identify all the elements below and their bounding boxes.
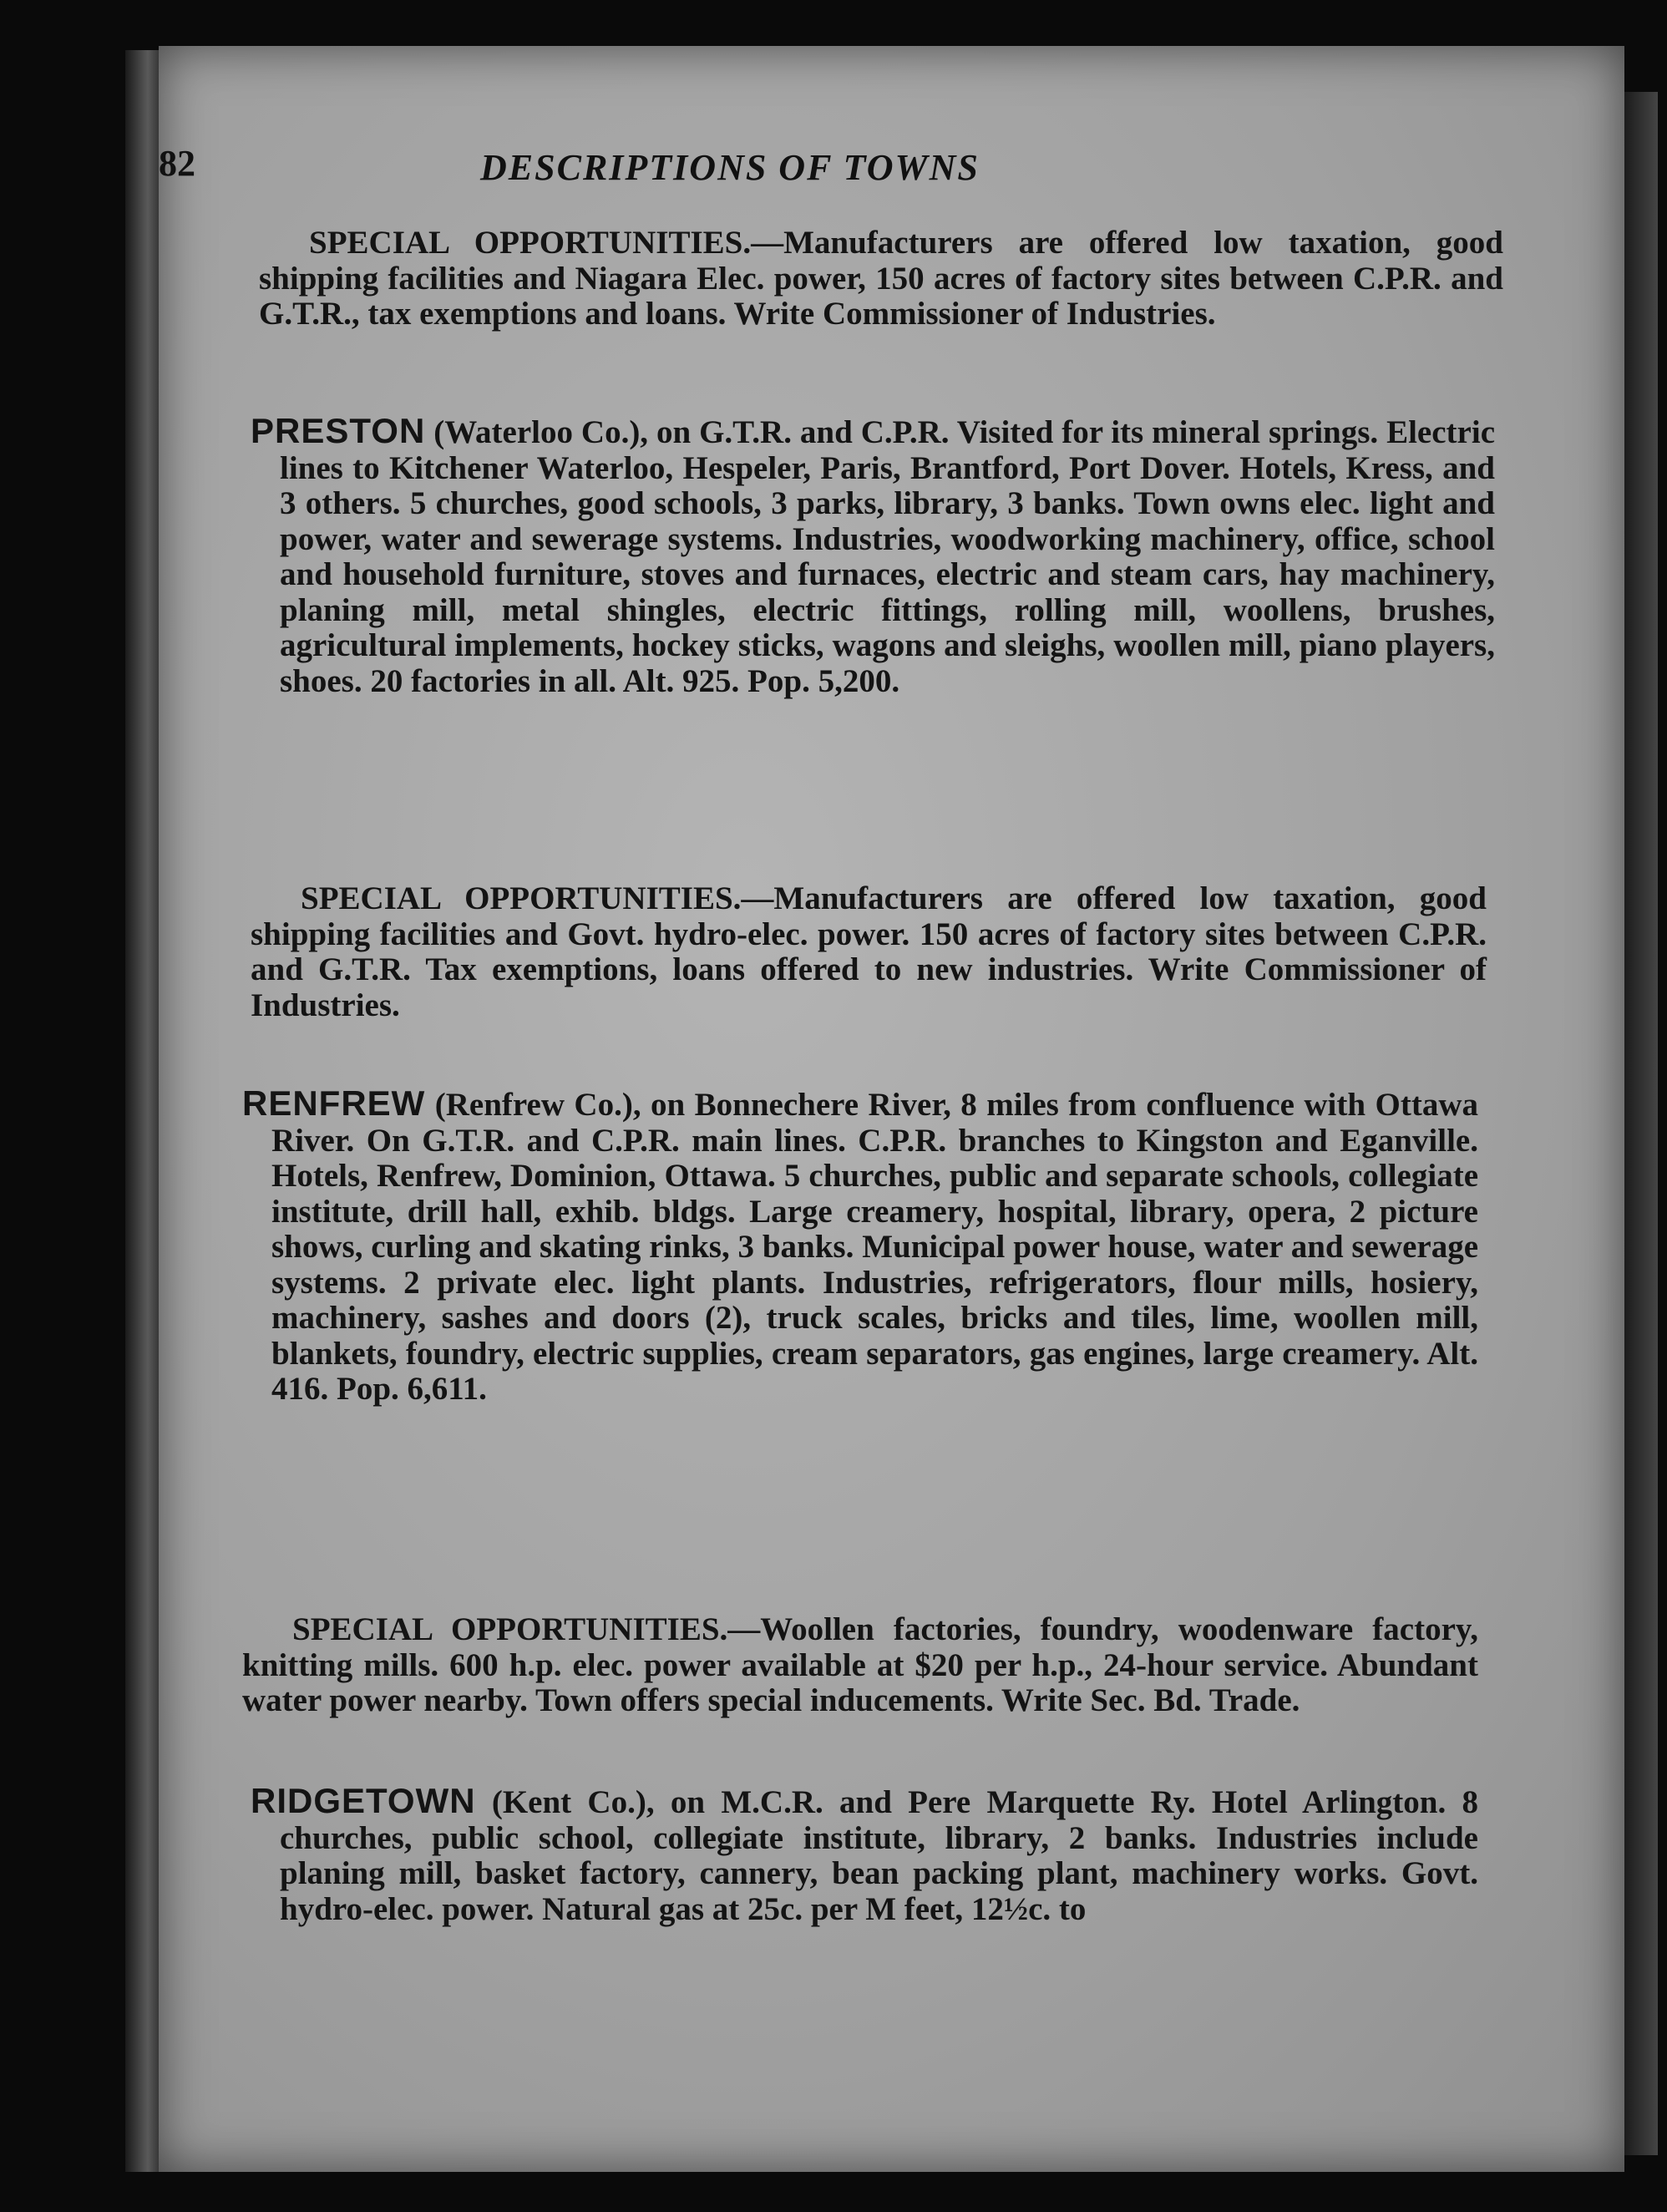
town-description: (Kent Co.), on M.C.R. and Pere Marquette Ry. Hotel Arlington. 8 churches, public school, collegiate institute, library, 2 banks. Industries include planing mill, basket factory, cannery, bean packing plant, machinery works. Govt. hydro-elec. power. Natural gas at 25c. per M feet, 12½c. to: [280, 1784, 1478, 1927]
book-spine: [125, 50, 163, 2172]
running-head: DESCRIPTIONS OF TOWNS: [480, 147, 980, 188]
page-number: 82: [159, 143, 195, 184]
section-label: SPECIAL OPPORTUNITIES.: [292, 1611, 728, 1647]
town-description: (Waterloo Co.), on G.T.R. and C.P.R. Visited for its mineral springs. Electric lines to Kitchener Waterloo, Hespeler, Paris, Brantford, Port Dover. Hotels, Kress, and 3 others. 5 churches, good schools, 3 parks, library, 3 banks. Town owns elec. light and power, water and sewerage systems. Industries, woodworking machinery, office, school and household furniture, stoves and furnaces, electric and steam cars, hay machinery, planing mill, metal shingles, electric fittings, rolling mill, woollens, brushes, agricultural implements, hockey sticks, wagons and sleighs, woollen mill, piano players, shoes. 20 factories in all. Alt. 925. Pop. 5,200.: [280, 414, 1495, 699]
section-label: SPECIAL OPPORTUNITIES.: [301, 880, 742, 916]
town-name: PRESTON: [251, 411, 426, 450]
section-label: SPECIAL OPPORTUNITIES.: [309, 225, 752, 261]
paragraph-text: —Manufacturers are offered low taxation, good shipping facilities and Govt. hydro-elec. power. 150 acres of factory sites between C.P.R. and G.T.R. Tax exemptions, loans offered to new industries. Write Commissioner of Industries.: [251, 880, 1487, 1023]
special-opportunities-paragraph: [259, 226, 1503, 332]
town-name: RENFREW: [242, 1083, 426, 1123]
town-entry-ridgetown: [251, 1783, 1478, 1927]
town-name: RIDGETOWN: [251, 1781, 476, 1820]
town-entry-renfrew: [242, 1083, 1478, 1408]
special-opportunities-paragraph: [242, 1612, 1478, 1719]
paragraph-text: —Woollen factories, foundry, woodenware factory, knitting mills. 600 h.p. elec. power available at $20 per h.p., 24-hour service. Abundant water power nearby. Town offers special inducements. Write Sec. Bd. Trade.: [242, 1611, 1478, 1718]
page-edge: [1624, 92, 1658, 2155]
town-description: (Renfrew Co.), on Bonnechere River, 8 miles from confluence with Ottawa River. On G.T.R. and C.P.R. main lines. C.P.R. branches to Kingston and Eganville. Hotels, Renfrew, Dominion, Ottawa. 5 churches, public and separate schools, collegiate institute, drill hall, exhib. bldgs. Large creamery, hospital, library, opera, 2 picture shows, curling and skating rinks, 3 banks. Municipal power house, water and sewerage systems. 2 private elec. light plants. Industries, refrigerators, flour mills, hosiery, machinery, sashes and doors (2), truck scales, bricks and tiles, lime, woollen mill, blankets, foundry, electric supplies, cream separators, gas engines, large creamery. Alt. 416. Pop. 6,611.: [271, 1087, 1478, 1407]
town-entry-preston: [251, 413, 1495, 699]
paragraph-text: —Manufacturers are offered low taxation, good shipping facilities and Niagara Elec. power, 150 acres of factory sites between C.P.R. and G.T.R., tax exemptions and loans. Write Commissioner of Industries.: [259, 225, 1503, 332]
special-opportunities-paragraph: [251, 881, 1487, 1023]
